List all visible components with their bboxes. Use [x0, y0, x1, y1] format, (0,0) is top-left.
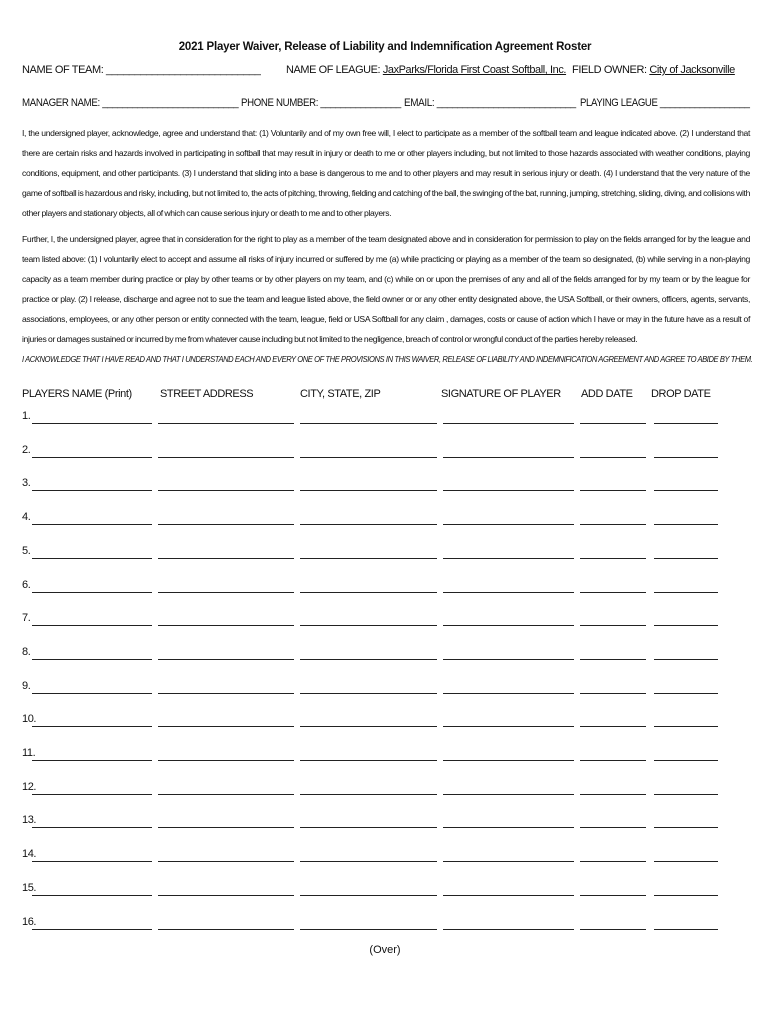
- player-name-blank[interactable]: [32, 895, 152, 896]
- phone-number-label: PHONE NUMBER:: [241, 97, 321, 109]
- email-blank[interactable]: ___________________________: [436, 97, 576, 109]
- player-name-blank[interactable]: [32, 423, 152, 424]
- player-name-blank[interactable]: [32, 490, 152, 491]
- drop-date-blank[interactable]: [654, 726, 718, 727]
- field-owner-label: FIELD OWNER:: [572, 64, 650, 76]
- street-address-blank[interactable]: [158, 625, 294, 626]
- signature-blank[interactable]: [443, 423, 574, 424]
- row-number: 10.: [22, 713, 37, 726]
- row-number: 2.: [22, 443, 31, 456]
- add-date-blank[interactable]: [580, 929, 646, 930]
- waiver-paragraph-2: Further, I, the undersigned player, agree that in consideration for the right to play as a member of the team designated above and in consideration for permission to play on the fields arranged for by the league and team listed above: (1) I voluntarily elect to accept and assume all risks of injury incurred or suffered by me (a) while practicing or playing as a member of the team so designated, (b) while serving in a non-playing capacity as a team member during practice or play by other teams or by other players on my team, and (c) while on or upon the premises of any and all of the fields arranged for by my team or by the league for practice or play. (2) I release, discharge and agree not to sue the team and league listed above, the field owner or or any other entity designated above, the USA Softball, or their owners, officers, agents, servants, associations, employees, or any other person or entity connected with the team, league, field or USA Softball for any claim , damages, costs or cause of action which I have or may in the future have as a result of injuries or damages sustained or incurred by me from whatever cause including but not limited to the negligence, breach of control or wrongful conduct of the parties hereby released.: [22, 234, 750, 344]
- player-name-blank[interactable]: [32, 794, 152, 795]
- player-name-blank[interactable]: [32, 524, 152, 525]
- column-players-name: PLAYERS NAME (Print): [22, 388, 132, 400]
- drop-date-blank[interactable]: [654, 490, 718, 491]
- street-address-blank[interactable]: [158, 827, 294, 828]
- street-address-blank[interactable]: [158, 726, 294, 727]
- drop-date-blank[interactable]: [654, 693, 718, 694]
- team-name-blank[interactable]: ___________________________: [106, 64, 261, 76]
- roster-row: [22, 646, 742, 662]
- team-name-label: NAME OF TEAM:: [22, 64, 107, 76]
- player-name-blank[interactable]: [32, 861, 152, 862]
- roster-row: [22, 579, 742, 595]
- drop-date-blank[interactable]: [654, 524, 718, 525]
- playing-league-field[interactable]: [580, 97, 750, 109]
- column-add-date: ADD DATE: [581, 388, 633, 400]
- drop-date-blank[interactable]: [654, 659, 718, 660]
- signature-blank[interactable]: [443, 625, 574, 626]
- city-state-zip-blank[interactable]: [300, 659, 437, 660]
- row-number: 15.: [22, 881, 37, 894]
- add-date-blank[interactable]: [580, 524, 646, 525]
- city-state-zip-blank[interactable]: [300, 592, 437, 593]
- city-state-zip-blank[interactable]: [300, 861, 437, 862]
- street-address-blank[interactable]: [158, 929, 294, 930]
- roster-row: [22, 612, 742, 628]
- waiver-paragraph-1: I, the undersigned player, acknowledge, agree and understand that: (1) Voluntarily and of my own free will, I elect to participate as a member of the softball team and league indicated above. (2) I understand that there are certain risks and hazards involved in participating in softball that may result in injury or death to me or other players including, but not limited to those hazards associated with weather conditions, playing conditions, equipment, and other participants. (3) I understand that sliding into a base is dangerous to me and to other players and may result in serious injury or death. (4) I understand that the very nature of the game of softball is hazardous and risky, including, but not limited to, the acts of pitching, throwing, fielding and catching of the ball, the swinging of the bat, running, jumping, stretching, sliding, diving, and collisions with other players and stationary objects, all of which can cause serious injury or death to me and to other players.: [22, 128, 750, 218]
- manager-name-label: MANAGER NAME:: [22, 97, 103, 109]
- league-name-label: NAME OF LEAGUE:: [286, 64, 383, 76]
- drop-date-blank[interactable]: [654, 794, 718, 795]
- drop-date-blank[interactable]: [654, 423, 718, 424]
- add-date-blank[interactable]: [580, 827, 646, 828]
- row-number: 7.: [22, 612, 31, 625]
- signature-blank[interactable]: [443, 827, 574, 828]
- signature-blank[interactable]: [443, 558, 574, 559]
- roster-row: [22, 545, 742, 561]
- row-number: 11.: [22, 747, 36, 759]
- street-address-blank[interactable]: [158, 592, 294, 593]
- add-date-blank[interactable]: [580, 693, 646, 694]
- add-date-blank[interactable]: [580, 625, 646, 626]
- player-name-blank[interactable]: [32, 457, 152, 458]
- column-street-address: STREET ADDRESS: [160, 388, 254, 400]
- field-owner-field: [572, 64, 735, 76]
- player-name-blank[interactable]: [32, 760, 152, 761]
- signature-blank[interactable]: [443, 760, 574, 761]
- row-number: 4.: [22, 511, 31, 524]
- signature-blank[interactable]: [443, 693, 574, 694]
- player-name-blank[interactable]: [32, 625, 152, 626]
- row-number: 13.: [22, 814, 37, 827]
- drop-date-blank[interactable]: [654, 592, 718, 593]
- roster-row: [22, 747, 742, 763]
- field-owner-value: City of Jacksonville: [649, 64, 735, 76]
- add-date-blank[interactable]: [580, 423, 646, 424]
- drop-date-blank[interactable]: [654, 929, 718, 930]
- signature-blank[interactable]: [443, 659, 574, 660]
- row-number: 9.: [22, 679, 31, 692]
- city-state-zip-blank[interactable]: [300, 895, 437, 896]
- email-label: EMAIL:: [404, 97, 437, 109]
- roster-row: [22, 477, 742, 493]
- player-name-blank[interactable]: [32, 592, 152, 593]
- city-state-zip-blank[interactable]: [300, 423, 437, 424]
- add-date-blank[interactable]: [580, 861, 646, 862]
- drop-date-blank[interactable]: [654, 558, 718, 559]
- player-name-blank[interactable]: [32, 929, 152, 930]
- league-name-field: [286, 64, 566, 76]
- row-number: 6.: [22, 578, 31, 591]
- street-address-blank[interactable]: [158, 524, 294, 525]
- email-field[interactable]: [404, 97, 576, 109]
- signature-blank[interactable]: [443, 794, 574, 795]
- street-address-blank[interactable]: [158, 659, 294, 660]
- add-date-blank[interactable]: [580, 659, 646, 660]
- add-date-blank[interactable]: [580, 726, 646, 727]
- roster-row: [22, 781, 742, 797]
- roster-row: [22, 680, 742, 696]
- add-date-blank[interactable]: [580, 592, 646, 593]
- city-state-zip-blank[interactable]: [300, 524, 437, 525]
- phone-number-blank[interactable]: ________________: [320, 97, 401, 109]
- signature-blank[interactable]: [443, 490, 574, 491]
- player-name-blank[interactable]: [32, 827, 152, 828]
- signature-blank[interactable]: [443, 592, 574, 593]
- street-address-blank[interactable]: [158, 861, 294, 862]
- city-state-zip-blank[interactable]: [300, 794, 437, 795]
- street-address-blank[interactable]: [158, 895, 294, 896]
- drop-date-blank[interactable]: [654, 827, 718, 828]
- row-number: 1.: [22, 410, 31, 422]
- add-date-blank[interactable]: [580, 760, 646, 761]
- roster-row: [22, 916, 742, 932]
- street-address-blank[interactable]: [158, 794, 294, 795]
- acknowledgement-statement: I ACKNOWLEDGE THAT I HAVE READ AND THAT I UNDERSTAND EACH AND EVERY ONE OF THE PROVISIONS IN THIS WAIVER, RELEASE OF LIABILITY AND INDEMNIFICATION AGREEMENT AND AGREE TO ABIDE BY THEM.: [22, 354, 753, 364]
- city-state-zip-blank[interactable]: [300, 457, 437, 458]
- row-number: 5.: [22, 544, 31, 557]
- signature-blank[interactable]: [443, 861, 574, 862]
- city-state-zip-blank[interactable]: [300, 929, 437, 930]
- row-number: 3.: [22, 477, 31, 490]
- player-name-blank[interactable]: [32, 726, 152, 727]
- player-name-blank[interactable]: [32, 659, 152, 660]
- street-address-blank[interactable]: [158, 760, 294, 761]
- add-date-blank[interactable]: [580, 895, 646, 896]
- add-date-blank[interactable]: [580, 457, 646, 458]
- city-state-zip-blank[interactable]: [300, 760, 437, 761]
- city-state-zip-blank[interactable]: [300, 490, 437, 491]
- drop-date-blank[interactable]: [654, 861, 718, 862]
- add-date-blank[interactable]: [580, 490, 646, 491]
- street-address-blank[interactable]: [158, 457, 294, 458]
- roster-row: [22, 410, 742, 426]
- add-date-blank[interactable]: [580, 794, 646, 795]
- row-number: 8.: [22, 645, 31, 658]
- city-state-zip-blank[interactable]: [300, 693, 437, 694]
- row-number: 14.: [22, 848, 37, 861]
- signature-blank[interactable]: [443, 457, 574, 458]
- column-signature: SIGNATURE OF PLAYER: [441, 388, 561, 400]
- row-number: 16.: [22, 915, 37, 928]
- manager-name-blank[interactable]: ___________________________: [102, 97, 239, 109]
- add-date-blank[interactable]: [580, 558, 646, 559]
- roster-row: [22, 511, 742, 527]
- street-address-blank[interactable]: [158, 558, 294, 559]
- manager-name-field[interactable]: [22, 97, 238, 109]
- team-name-field[interactable]: [22, 64, 260, 76]
- phone-number-field[interactable]: [241, 97, 401, 109]
- document-title: 2021 Player Waiver, Release of Liability and Indemnification Agreement Roster: [178, 41, 592, 53]
- city-state-zip-blank[interactable]: [300, 558, 437, 559]
- signature-blank[interactable]: [443, 929, 574, 930]
- street-address-blank[interactable]: [158, 693, 294, 694]
- roster-row: [22, 814, 742, 830]
- roster-row: [22, 713, 742, 729]
- street-address-blank[interactable]: [158, 490, 294, 491]
- drop-date-blank[interactable]: [654, 625, 718, 626]
- drop-date-blank[interactable]: [654, 457, 718, 458]
- city-state-zip-blank[interactable]: [300, 827, 437, 828]
- signature-blank[interactable]: [443, 524, 574, 525]
- playing-league-blank[interactable]: __________________: [659, 97, 750, 109]
- row-number: 12.: [22, 780, 37, 793]
- city-state-zip-blank[interactable]: [300, 625, 437, 626]
- roster-row: [22, 882, 742, 898]
- league-name-value: JaxParks/Florida First Coast Softball, Inc.: [382, 64, 567, 76]
- drop-date-blank[interactable]: [654, 895, 718, 896]
- over-note: (Over): [369, 944, 401, 956]
- signature-blank[interactable]: [443, 726, 574, 727]
- roster-row: [22, 444, 742, 460]
- column-city-state-zip: CITY, STATE, ZIP: [300, 388, 381, 400]
- column-drop-date: DROP DATE: [651, 388, 711, 400]
- roster-row: [22, 848, 742, 864]
- street-address-blank[interactable]: [158, 423, 294, 424]
- player-name-blank[interactable]: [32, 693, 152, 694]
- signature-blank[interactable]: [443, 895, 574, 896]
- playing-league-label: PLAYING LEAGUE: [580, 97, 660, 109]
- player-name-blank[interactable]: [32, 558, 152, 559]
- city-state-zip-blank[interactable]: [300, 726, 437, 727]
- drop-date-blank[interactable]: [654, 760, 718, 761]
